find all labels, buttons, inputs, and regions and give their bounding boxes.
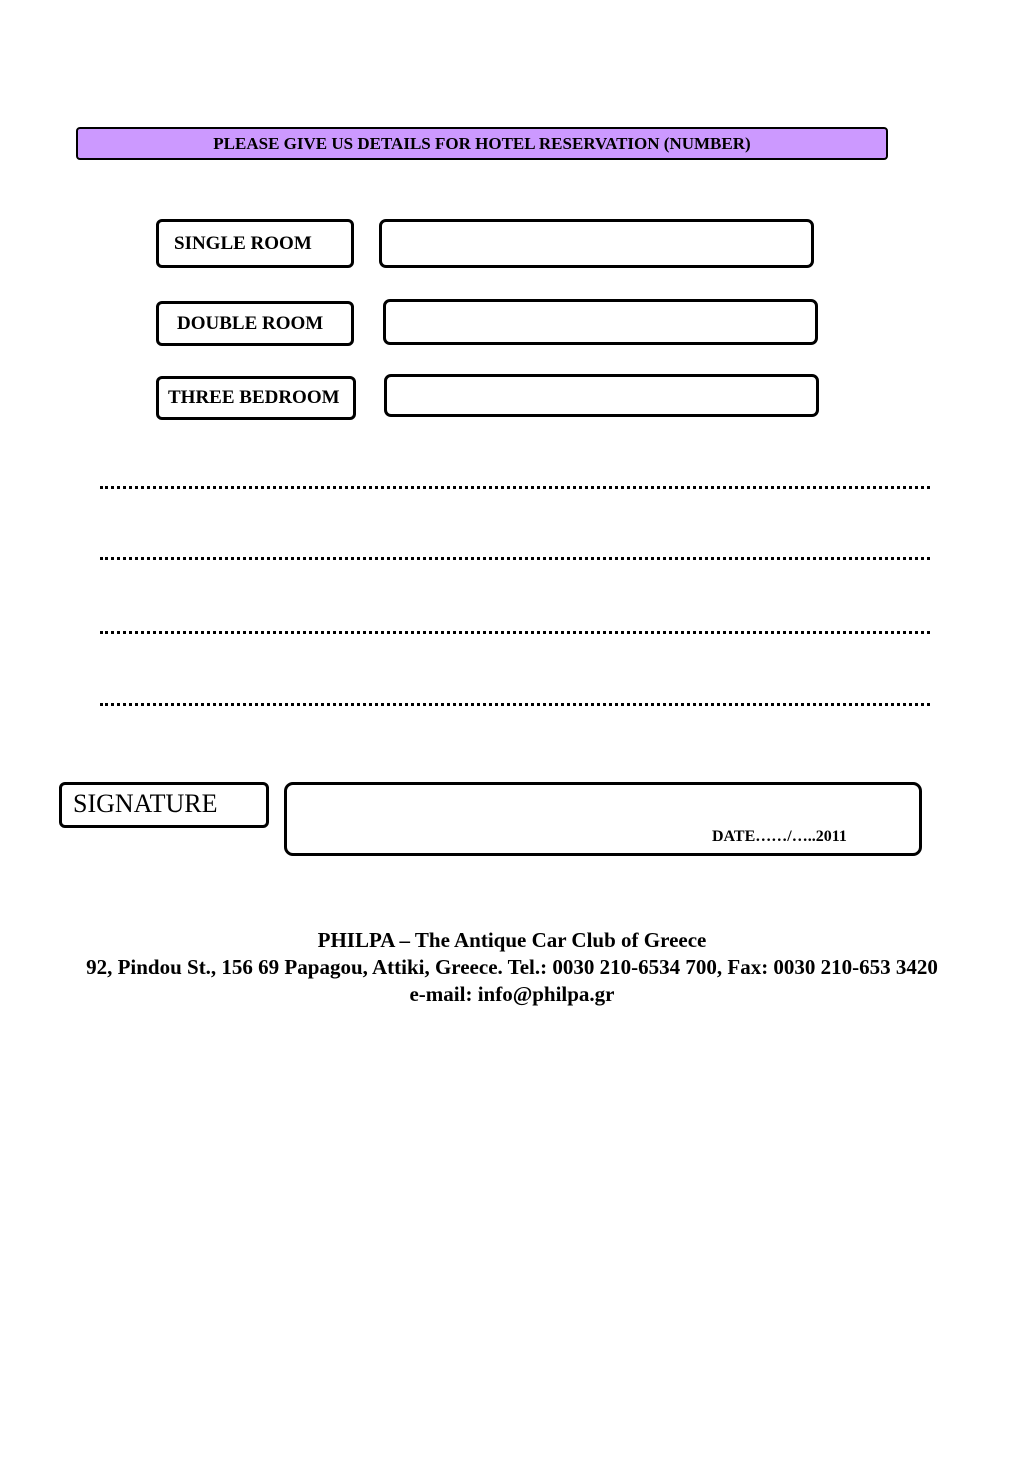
three-bedroom-input[interactable] [384,374,819,417]
footer-address: 92, Pindou St., 156 69 Papagou, Attiki, Greece. Tel.: 0030 210-6534 700, Fax: 0030 210-653 3420 [86,955,938,979]
dotted-write-line-1[interactable] [100,486,930,489]
three-bedroom-label: THREE BEDROOM [168,387,340,408]
single-room-label-box [156,219,354,268]
footer-club-name: PHILPA – The Antique Car Club of Greece [317,928,707,952]
dotted-write-line-2[interactable] [100,557,930,560]
double-room-label-box [156,301,354,346]
double-room-label: DOUBLE ROOM [177,312,324,334]
signature-label: SIGNATURE [73,789,218,818]
footer-email: e-mail: info@philpa.gr [409,982,615,1006]
double-room-input[interactable] [383,299,818,345]
signature-label-box [59,782,269,828]
reservation-header-title: PLEASE GIVE US DETAILS FOR HOTEL RESERVATION (NUMBER) [213,133,751,153]
single-room-label: SINGLE ROOM [174,232,312,254]
signature-date: DATE……/…..2011 [712,828,847,845]
dotted-write-line-4[interactable] [100,703,930,706]
three-bedroom-label-box [156,376,356,420]
single-room-input[interactable] [379,219,814,268]
dotted-write-line-3[interactable] [100,631,930,634]
reservation-header [76,127,888,160]
